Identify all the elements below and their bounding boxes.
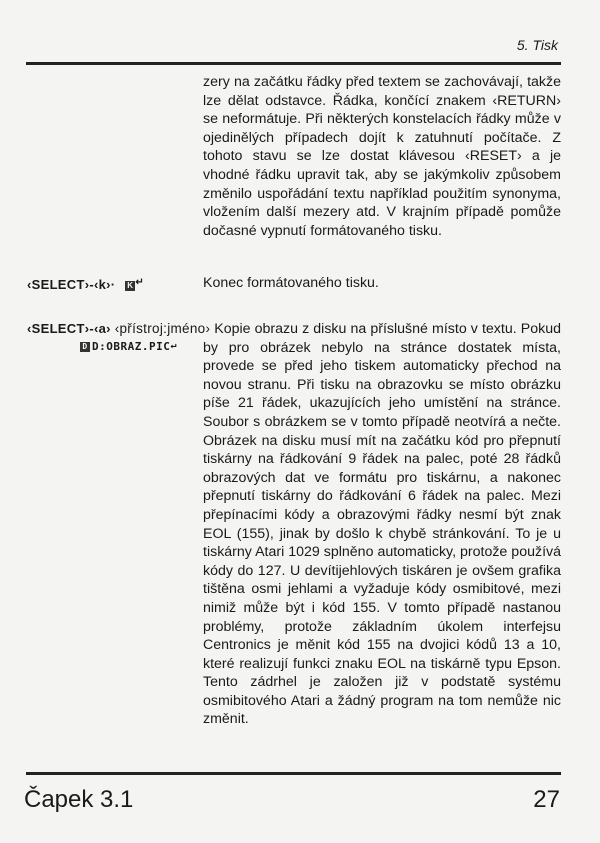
command-label: ‹SELECT›-‹k›·: [27, 277, 116, 292]
footer-rule: [26, 772, 561, 775]
command-select-k: [27, 277, 144, 292]
image-copy-description: Kopie obrazu z disku na příslušné místo v textu. Pokud by pro obrázek nebylo na stránce dostatek místa, provede se před jeho tiskem automaticky přechod na novou stranu. Při tisku na obrazovku se místo obrázku píše 21 řádek, ukazujících jeho umístění na stránce. Soubor s obrázkem se v tomto případě neotvírá a nečte. Obrázek na disku musí mít na začátku kód pro přepnutí tiskárny na řádkování 9 řádek na palec, poté 28 řádků obrazových dat ve formátu pro tiskárnu, a nakonec přepnutí tiskárny do řádkování 6 řádek na palec. Mezi přepínacími kódy a obrazovými řádky nesmí být znak EOL (155), jinak by došlo k chybě stránkování. To je u tiskárny Atari 1029 splněno automaticky, protože používá kódy do 127. U devítijehlových tiskáren je ovšem grafika tištěna osmi jehlami a vyžaduje kódy osmibitové, mezi nimiž může být i kód 155. V tomto případě nastanou problémy, protože základním úkolem interfejsu Centronics je měnit kód 155 na dvojici kódů 13 a 10, které realizují funkci znaku EOL na tiskárně typu Epson. Tento zádrhel je založen již v podstatě systému osmibitového Atari a žádný program na tom nemůže nic změnit.: [203, 321, 561, 728]
footer-title: Čapek 3.1: [24, 786, 134, 813]
end-format-description: Konec formátovaného tisku.: [203, 275, 379, 291]
header-rule: [26, 62, 561, 65]
page-number: 27: [533, 786, 560, 813]
chapter-title: 5. Tisk: [516, 37, 558, 53]
command-argument: ‹přístroj:jméno›: [114, 321, 211, 336]
screen-example: [80, 340, 177, 353]
inverse-key-icon: D: [80, 342, 90, 352]
command-label: ‹SELECT›-‹a›: [27, 321, 111, 336]
inverse-key-icon: K: [127, 280, 134, 290]
continuation-paragraph: zery na začátku řádky před textem se zachovávají, takže lze dělat odstavce. Řádka, končící znakem ‹RETURN› se neformátuje. Při některých konstelacích řádky může v ojedinělých případech dojít k zatuhnutí počítače. Z tohoto stavu se lze dostat klávesou ‹RESET› a je vhodné řádku upravit tak, aby se jakýmkoliv způsobem změnilo uspořádání textu například použitím synonyma, vložením další mezery atd. V krajním případě pomůže dočasné vypnutí formátovaného tisku.: [203, 74, 561, 239]
screen-text: D:OBRAZ.PIC: [92, 340, 171, 353]
return-icon: ↵: [135, 277, 144, 288]
return-icon: ↵: [170, 340, 177, 351]
command-select-a: [27, 321, 210, 336]
